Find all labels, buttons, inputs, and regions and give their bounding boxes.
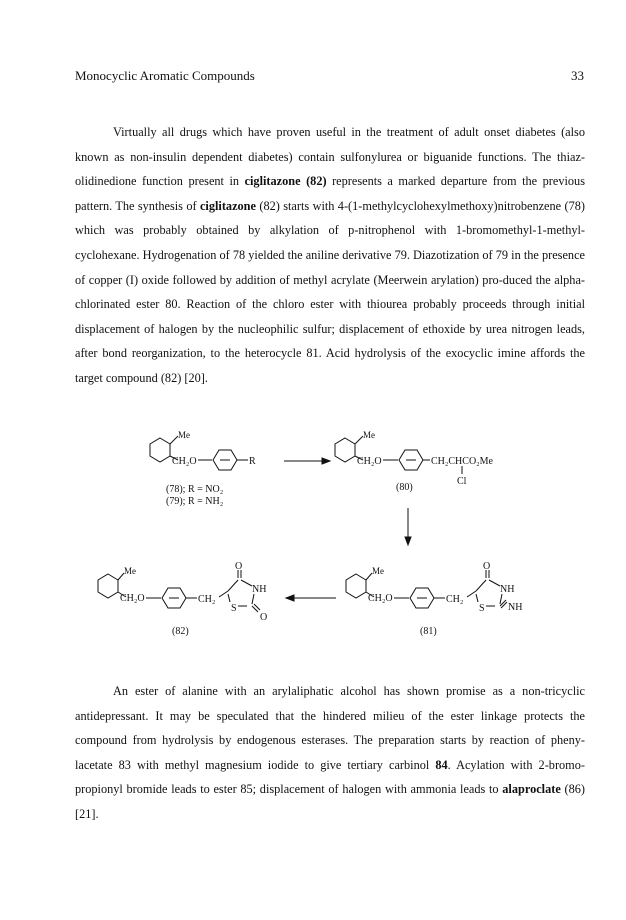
methyl-label-81: Me [372,566,384,576]
running-title: Monocyclic Aromatic Compounds [75,68,255,83]
nh-ring-label-81: NH [500,584,515,595]
ch2o-label-78: CH₂O [172,456,197,467]
ch2-label-81: CH₂ [446,594,464,605]
p1-bold-ciglitazone: ciglitazone [199,198,256,213]
ch2o-label-80: CH₂O [357,456,382,467]
ch2o-label-82: CH₂O [120,593,145,604]
sulfur-label-81: S [479,603,485,614]
methyl-label-80: Me [363,430,375,440]
methyl-label-78: Me [178,430,190,440]
cyclohexane-ring-82 [98,574,118,598]
r-group-label: R [249,456,256,467]
compound-82 [98,561,267,637]
label-78: (78); R = NO₂ [166,484,224,495]
p1-text-2: represents a marked departure from the previous pattern. The synthesis of [75,174,585,213]
label-80: (80) [396,482,413,493]
p2-text-2: . Acylation with 2-bromo-propionyl bromide leads to ester 85; displacement of halogen with ammonia leads to [75,757,585,797]
methyl-label-82: Me [124,566,136,576]
p2-bold-alaproclate: alaproclate [502,782,561,797]
imine-label-81: NH [508,602,523,613]
label-81: (81) [420,626,437,637]
sulfur-label-82: S [231,603,237,614]
compound-78-79 [150,430,256,507]
p2-text-1: An ester of alanine with an arylaliphatic alcohol has shown promise as a non-tricyclic antidepressant. It may be speculated that the hindered milieu of the ester linkage protects the compound from hydrolysis by endogenous esterases. The preparation starts by reaction of pheny-lacetate 83 with methyl magnesium iodide to give tertiary carbinol [75,684,585,772]
ch2o-label-81: CH₂O [368,593,393,604]
ester-chain-80: CH₂CHCO₂Me [431,456,493,467]
cyclohexane-ring-78 [150,438,170,462]
p1-bold-ciglitazone-82: ciglitazone (82) [244,174,327,189]
cyclohexane-ring-80 [335,438,355,462]
compound-80 [335,430,494,493]
label-79: (79); R = NH₂ [166,496,224,507]
nh-label-82: NH [252,584,267,595]
p1-text-1: Virtually all drugs which have proven useful in the treatment of adult onset diabetes (also known as non-insulin dependent diabetes) contain sulfonylurea or biguanide functions. The thiaz-olidinedione function present in [75,125,585,189]
oxo-label-81: O [483,561,491,572]
p1-text-3: (82) starts with 4-(1-methylcyclohexylmethoxy)nitrobenzene (78) which was probably obtained by alkylation of p-nitrophenol with 1-bromomethyl-1-methyl-cyclohexane. Hydrogenation of 78 yielded the aniline derivative 79. Diazotization of 79 in the presence of copper (I) oxide followed by addition of methyl acrylate (Meerwein arylation) pro-duced the alpha-chlorinated ester 80. Reaction of the chloro ester with thiourea probably proceeds through initial displacement of halogen by the nucleophilic sulfur; displacement of ethoxide by urea nitrogen leads, after bond reorganization, to the heterocycle 81. Acid hydrolysis of the exocyclic imine affords the target compound (82) [20]. [75,198,585,385]
oxo-label-82-top: O [235,561,243,572]
p2-text-3: (86) [21]. [75,782,585,821]
cyclohexane-ring-81 [346,574,366,598]
page-number: 33 [571,68,584,83]
label-82: (82) [172,626,189,637]
ch2-label-82: CH₂ [198,594,216,605]
p2-bold-84: 84 [435,757,448,772]
chloro-label-80: Cl [457,476,467,487]
paragraph-alaproclate [75,679,585,827]
oxo-label-82-bottom: O [260,612,268,623]
compound-81 [346,561,522,637]
